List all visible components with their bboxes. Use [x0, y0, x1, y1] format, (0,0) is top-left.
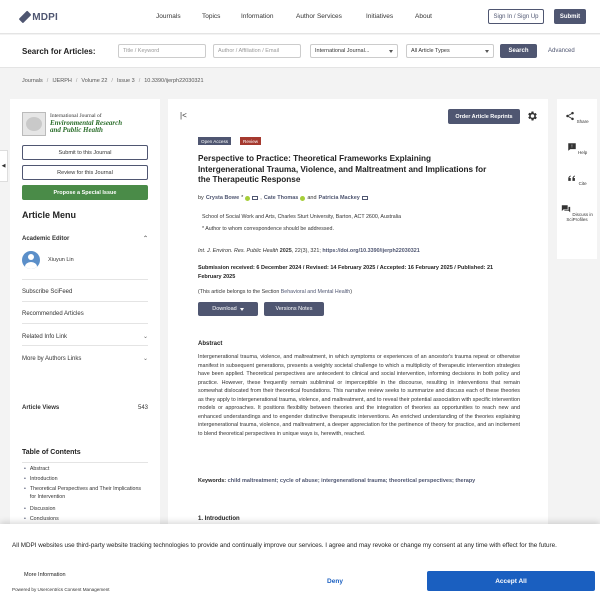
chevron-down-icon — [389, 50, 393, 53]
author-link[interactable]: Cate Thomas — [263, 195, 299, 201]
more-by-authors-label: More by Authors Links — [22, 355, 82, 362]
correspondence-note: * Author to whom correspondence should be addressed. — [202, 226, 334, 232]
article-title: Perspective to Practice: Theoretical Frameworks Explaining Intergenerational Trauma, Violence, and Maltreatment and Implications for the Therapeutic Response — [198, 154, 487, 184]
breadcrumb-doi: 10.3390/ijerph22030321 — [144, 78, 204, 84]
orcid-icon[interactable] — [300, 196, 305, 201]
keywords-label: Keywords: — [198, 478, 227, 484]
order-reprints-button[interactable]: Order Article Reprints — [448, 109, 520, 124]
email-icon[interactable] — [252, 196, 258, 200]
toc-item-label: • Introduction — [29, 476, 58, 482]
cite-label: Cite — [578, 181, 587, 186]
email-icon[interactable] — [362, 196, 368, 200]
review-badge: Review — [240, 137, 261, 145]
article-type-select[interactable] — [406, 44, 494, 58]
nav-information[interactable]: Information — [241, 13, 274, 20]
author-separator: , — [260, 195, 262, 201]
academic-editor[interactable] — [22, 251, 74, 269]
quote-icon — [567, 173, 577, 183]
download-button[interactable] — [198, 302, 258, 316]
search-bar — [0, 35, 600, 68]
mdpi-logo-text: MDPI — [32, 11, 58, 23]
article-views-count: 543 — [137, 405, 148, 411]
chevron-down-icon: ⌄ — [142, 356, 148, 362]
svg-text:!: ! — [570, 143, 573, 149]
discuss-label: Discuss in SciProfiles — [566, 212, 593, 222]
discuss-scipprofiles-button[interactable] — [557, 204, 597, 222]
help-label: Help — [578, 150, 588, 155]
journal-name-line2: Environmental Research — [50, 118, 123, 127]
search-label: Search for Articles: — [22, 47, 96, 56]
academic-editor-label: Academic Editor — [22, 235, 70, 242]
article-menu-title: Article Menu — [22, 210, 77, 220]
mdpi-logo-icon — [19, 11, 32, 24]
more-information-link[interactable]: More Information — [24, 572, 66, 578]
top-navbar — [0, 0, 600, 34]
divider — [22, 279, 148, 280]
toc-item-conclusions[interactable] — [24, 516, 144, 524]
breadcrumb-issue[interactable]: Issue 3 — [116, 78, 135, 84]
editor-name: Xiuyun Lin — [48, 257, 74, 263]
breadcrumb-separator: / — [75, 78, 78, 84]
download-label: Download — [212, 306, 237, 312]
chevron-left-icon: ◀ — [1, 163, 6, 169]
related-info-label: Related Info Link — [22, 333, 68, 340]
article-type-value: All Article Types — [411, 48, 450, 54]
chevron-down-icon — [240, 308, 244, 311]
avatar — [22, 251, 40, 269]
section-note — [198, 289, 352, 295]
submit-to-journal-button[interactable]: Submit to this Journal — [22, 145, 148, 160]
author-affiliation-input[interactable]: Author / Affiliation / Email — [213, 44, 301, 58]
cookie-consent-banner — [0, 524, 600, 600]
share-icon — [565, 111, 575, 121]
breadcrumb — [22, 78, 204, 84]
mdpi-logo[interactable] — [22, 9, 58, 25]
toc-item-label: • Conclusions — [29, 516, 59, 522]
gear-icon[interactable] — [526, 110, 538, 122]
propose-special-issue-button[interactable]: Propose a Special Issue — [22, 185, 148, 200]
abstract-text: Intergenerational trauma, violence, and maltreatment, in which symptoms or experiences of an ancestor's trauma repeat or otherwise manifest in subsequent generations, presents a weighty societal challenge to which a multiplicity of therapeutic intervention strategies have been applied. Theoretical perspectives are antecedent to clinical and social intervention, informing decisions in both policy and practice. However, these frequently remain subliminal or imperceptible in the discourse, resulting in interventions that remain somewhat dislocated from their theoretical foundations. This narrative review seeks to summarize and discuss each of these theories as they apply to intergenerational trauma, violence, and maltreatment, and to reveal their potential association with specific intervention models or approaches. It positions flexibility between theories and the integration of theories as opportunities to reach new and enhanced understandings and to engender distinctive therapeutic interventions. An enriched understanding of the theories explaining intergenerational trauma, violence, and maltreatment, a deeper appreciation for the pertinence of theory for practice, and an incitement to blend theoretical perspectives in unique ways is, herewith, reached. — [198, 354, 520, 437]
citation-journal: Int. J. Environ. Res. Public Health — [198, 248, 279, 254]
keywords-list[interactable]: child maltreatment; cycle of abuse; intergenerational trauma; theoretical perspectives; therapy — [227, 478, 476, 484]
toc-item-abstract[interactable] — [24, 466, 144, 474]
help-icon — [567, 142, 577, 152]
nav-about[interactable]: About — [415, 13, 432, 20]
chevron-down-icon: ⌄ — [142, 334, 148, 340]
breadcrumb-journal[interactable]: IJERPH — [52, 78, 72, 84]
divider — [22, 462, 148, 463]
review-for-journal-button[interactable]: Review for this Journal — [22, 165, 148, 180]
toc-item-theoretical-perspectives[interactable] — [24, 486, 144, 502]
breadcrumb-volume[interactable]: Volume 22 — [81, 78, 108, 84]
open-access-badge: Open Access — [198, 137, 231, 145]
publication-dates: Submission received: 6 December 2024 / Revised: 14 February 2025 / Accepted: 16 February 2025 / Published: 21 February 2025 — [198, 265, 494, 280]
left-panel-toggle[interactable] — [0, 150, 8, 182]
author-link[interactable]: Patricia Mackey — [318, 195, 360, 201]
breadcrumb-separator: / — [111, 78, 113, 84]
toc-title: Table of Contents — [22, 449, 81, 456]
divider — [22, 323, 148, 324]
breadcrumb-separator: / — [138, 78, 141, 84]
accept-all-button[interactable]: Accept All — [427, 571, 595, 591]
author-link[interactable]: Crysta Bowe — [205, 195, 240, 201]
divider — [22, 345, 148, 346]
article-views-row[interactable] — [22, 405, 148, 411]
by-label: by — [198, 195, 204, 201]
keywords — [198, 477, 520, 485]
toc-item-label: • Discussion — [29, 506, 56, 512]
powered-by-text: Powered by Usercentrics Consent Management — [12, 587, 110, 592]
cookie-text: All MDPI websites use third-party website tracking technologies to provide and continually improve our services. I agree and may revoke or change my consent at any time with effect for the future. — [12, 542, 557, 549]
author-list — [198, 195, 368, 201]
search-button[interactable]: Search — [500, 44, 537, 58]
nav-topics[interactable]: Topics — [202, 13, 221, 20]
discussion-icon — [561, 204, 571, 214]
doi-link[interactable]: https://doi.org/10.3390/ijerph22030321 — [322, 248, 420, 254]
cite-button[interactable] — [557, 173, 597, 186]
journal-name-line3: and Public Health — [50, 125, 103, 134]
related-info-link-toggle[interactable] — [22, 333, 148, 340]
citation-year: 2025 — [279, 248, 292, 254]
toc-item-label: • Theoretical Perspectives and Their Implications for Intervention — [29, 486, 142, 500]
toc-item-introduction[interactable] — [24, 476, 144, 484]
share-button[interactable] — [557, 111, 597, 124]
signin-button[interactable]: Sign In / Sign Up — [488, 9, 544, 24]
journal-select-value: International Journal... — [315, 48, 370, 54]
nav-journals[interactable]: Journals — [156, 13, 181, 20]
orcid-icon[interactable] — [245, 196, 250, 201]
divider — [22, 301, 148, 302]
subscribe-scifeed-label: Subscribe SciFeed — [22, 289, 73, 295]
citation-volume-issue: , 22(3), 321; — [291, 248, 321, 254]
breadcrumb-separator: / — [46, 78, 49, 84]
breadcrumb-journals[interactable]: Journals — [22, 78, 43, 84]
citation-line — [198, 248, 420, 254]
corresponding-mark: * — [241, 195, 244, 201]
journal-cover-icon — [22, 112, 46, 136]
abstract-heading: Abstract — [198, 341, 223, 347]
article-views-panel — [10, 384, 160, 428]
journal-select[interactable] — [310, 44, 398, 58]
subscribe-scifeed-link[interactable] — [22, 289, 148, 295]
article-views-label: Article Views — [22, 405, 60, 411]
section-note-suffix: ) — [350, 289, 353, 295]
more-by-authors-toggle[interactable] — [22, 355, 148, 362]
versions-notes-button[interactable]: Versions Notes — [264, 302, 324, 316]
chevron-up-icon: ⌃ — [142, 236, 148, 242]
share-label: Share — [576, 119, 589, 124]
share-toolbar — [557, 99, 597, 259]
academic-editor-toggle[interactable] — [22, 235, 148, 242]
toc-item-discussion[interactable] — [24, 506, 144, 514]
chevron-down-icon — [485, 50, 489, 53]
section-link[interactable]: Behavioral and Mental Health — [280, 289, 351, 295]
collapse-sidebar-icon[interactable]: |< — [180, 111, 187, 120]
journal-name-line1: International Journal of — [50, 112, 102, 119]
nav-initiatives[interactable]: Initiatives — [366, 13, 394, 20]
nav-author-services[interactable]: Author Services — [296, 13, 342, 20]
affiliation: School of Social Work and Arts, Charles Sturt University, Barton, ACT 2600, Australia — [202, 214, 402, 220]
section-note-prefix: (This article belongs to the Section — [198, 289, 280, 295]
recommended-articles-label: Recommended Articles — [22, 311, 84, 317]
title-keyword-input[interactable]: Title / Keyword — [118, 44, 206, 58]
toc-item-label: • Abstract — [29, 466, 50, 472]
advanced-search-link[interactable]: Advanced — [548, 48, 575, 54]
and-label: and — [307, 195, 317, 201]
submit-button[interactable]: Submit — [554, 9, 586, 24]
help-button[interactable] — [557, 142, 597, 155]
introduction-heading: 1. Introduction — [198, 516, 240, 522]
deny-button[interactable]: Deny — [262, 571, 408, 591]
recommended-articles-link[interactable] — [22, 311, 148, 317]
journal-logo[interactable] — [22, 111, 148, 137]
